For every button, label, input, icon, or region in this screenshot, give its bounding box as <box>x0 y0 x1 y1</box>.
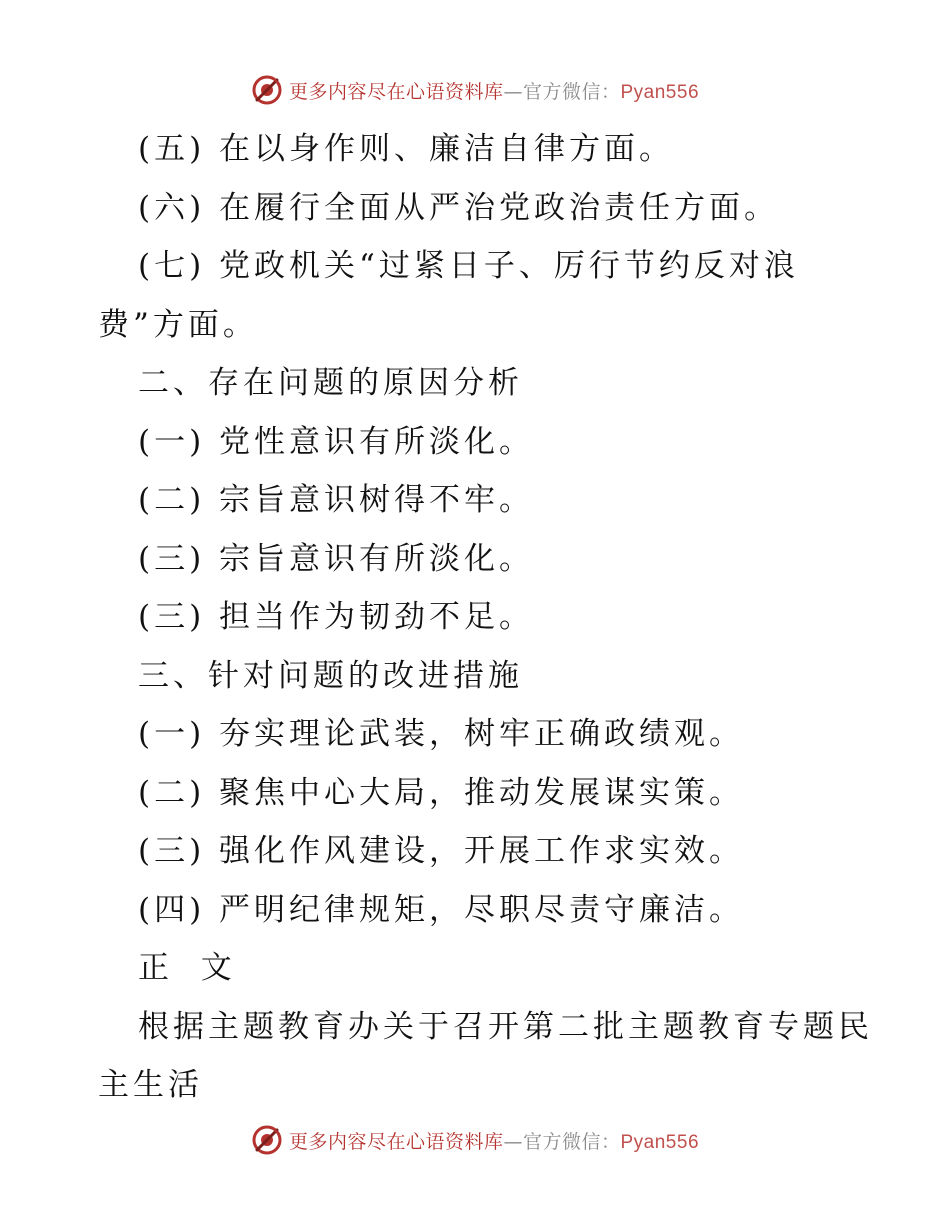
text-line: (二) 聚焦中心大局，推动发展谋实策。 <box>138 774 745 811</box>
section-heading: 正 文 <box>138 950 236 986</box>
banner-wechat-label: 官方微信： <box>522 80 621 103</box>
text-line: 根据主题教育办关于召开第二批主题教育专题民 <box>138 1008 873 1045</box>
logo-icon <box>251 74 283 106</box>
text-line: (一) 夯实理论武装，树牢正确政绩观。 <box>138 716 745 752</box>
text-line: (三) 宗旨意识有所淡化。 <box>138 540 535 577</box>
section-heading: 二、存在问题的原因分析 <box>138 365 523 401</box>
banner-main-text: 更多内容尽在心语资料库 <box>288 80 504 103</box>
banner-wechat-label: 官方微信： <box>522 1130 621 1153</box>
banner-text <box>289 1127 699 1154</box>
text-line: (一) 党性意识有所淡化。 <box>138 423 535 460</box>
text-line: (四) 严明纪律规矩，尽职尽责守廉洁。 <box>138 891 745 928</box>
banner-text <box>289 77 699 104</box>
text-line: (五) 在以身作则、廉洁自律方面。 <box>138 131 675 167</box>
text-line: 主生活 <box>98 1067 203 1103</box>
text-line: 费”方面。 <box>98 306 258 343</box>
text-line: (三) 担当作为韧劲不足。 <box>138 599 535 635</box>
banner-main-text: 更多内容尽在心语资料库 <box>288 1130 504 1153</box>
text-line: (二) 宗旨意识树得不牢。 <box>138 482 535 518</box>
banner-dash: — <box>503 1130 523 1153</box>
header-banner <box>0 72 950 108</box>
banner-inner <box>251 74 699 106</box>
text-line: (三) 强化作风建设，开展工作求实效。 <box>138 833 745 869</box>
text-line: (六) 在履行全面从严治党政治责任方面。 <box>138 189 780 226</box>
footer-banner <box>0 1122 950 1158</box>
banner-wechat-id: Pyan556 <box>620 81 700 103</box>
banner-inner <box>251 1124 699 1156</box>
section-heading: 三、针对问题的改进措施 <box>138 657 523 694</box>
banner-dash: — <box>503 80 523 103</box>
text-line: (七) 党政机关“过紧日子、厉行节约反对浪 <box>138 248 799 284</box>
document-body <box>98 120 873 1115</box>
logo-icon <box>251 1124 283 1156</box>
banner-wechat-id: Pyan556 <box>620 1131 700 1153</box>
